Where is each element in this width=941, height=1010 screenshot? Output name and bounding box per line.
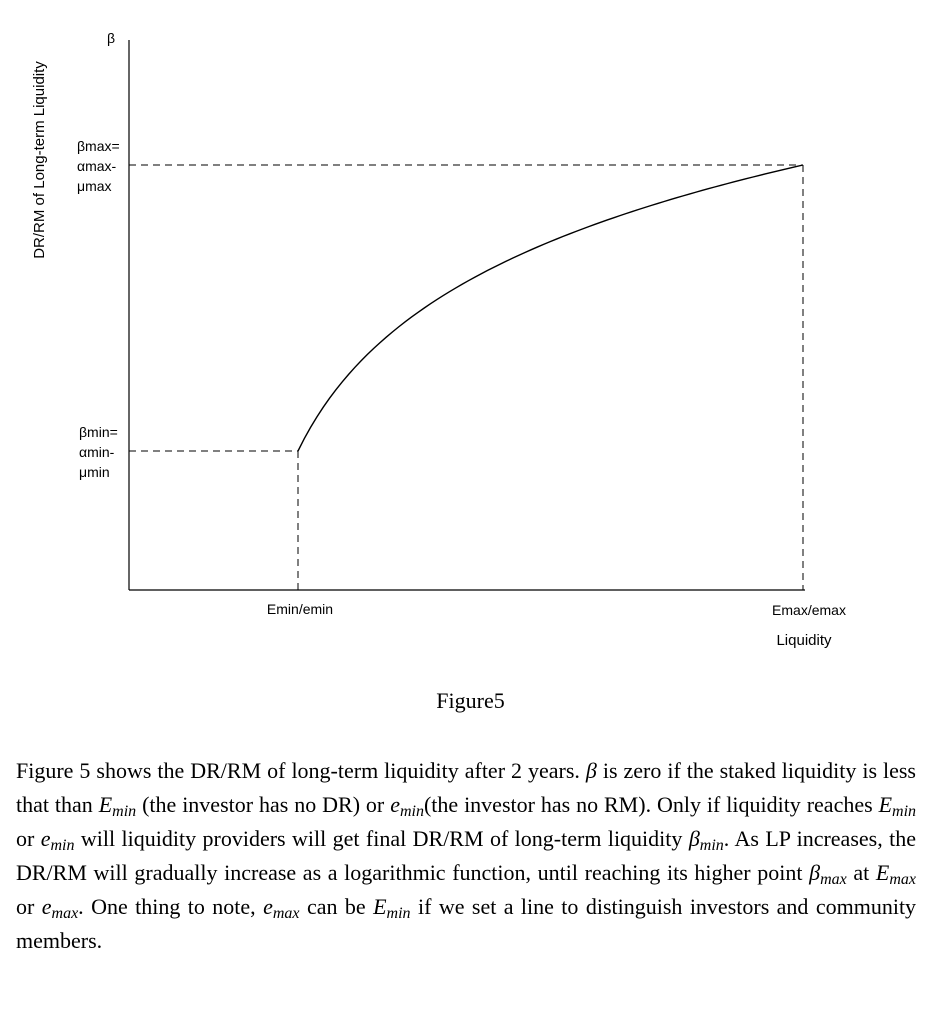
svg-text:μmax: μmax: [77, 178, 112, 194]
reference-lines: [129, 165, 803, 590]
x-tick-e-min: Emin/emin: [266, 601, 334, 617]
svg-text:αmin-: αmin-: [79, 444, 115, 460]
figure-caption: Figure5: [436, 688, 505, 713]
y-axis-symbol: β: [106, 30, 116, 46]
y-tick-beta-max: [77, 138, 120, 194]
y-axis-title: DR/RM of Long-term Liquidity: [31, 61, 48, 259]
x-axis-title: Liquidity: [776, 632, 832, 649]
x-tick-e-max: Emax/emax: [772, 602, 846, 618]
figure-description: Figure 5 shows the DR/RM of long-term liquidity after 2 years. β is zero if the staked liquidity is less that than $E_{min}$ (the investor has no DR) or $e_{min}(the$ investor has no RM). Only if liquidity reaches $E_{min}$ or $e_{min}$ will liquidity providers will get final DR/RM of long-term liquidity $\beta_{min}$. As LP increases, the DR/RM will gradually increase as a logarithmic function, until reaching its higher point $\beta_{max}$ at $E_{max}$ or $e_{max}$. One thing to note, $e_{max}$ can be $E_{min}$ if we set a line to distinguish investors and community members.: [16, 758, 917, 953]
svg-text:αmax-: αmax-: [77, 158, 117, 174]
log-curve: [298, 165, 803, 451]
svg-text:βmin=: βmin=: [79, 424, 118, 440]
svg-text:μmin: μmin: [79, 464, 110, 480]
svg-text:βmax=: βmax=: [77, 138, 120, 154]
y-tick-beta-min: [79, 424, 118, 480]
